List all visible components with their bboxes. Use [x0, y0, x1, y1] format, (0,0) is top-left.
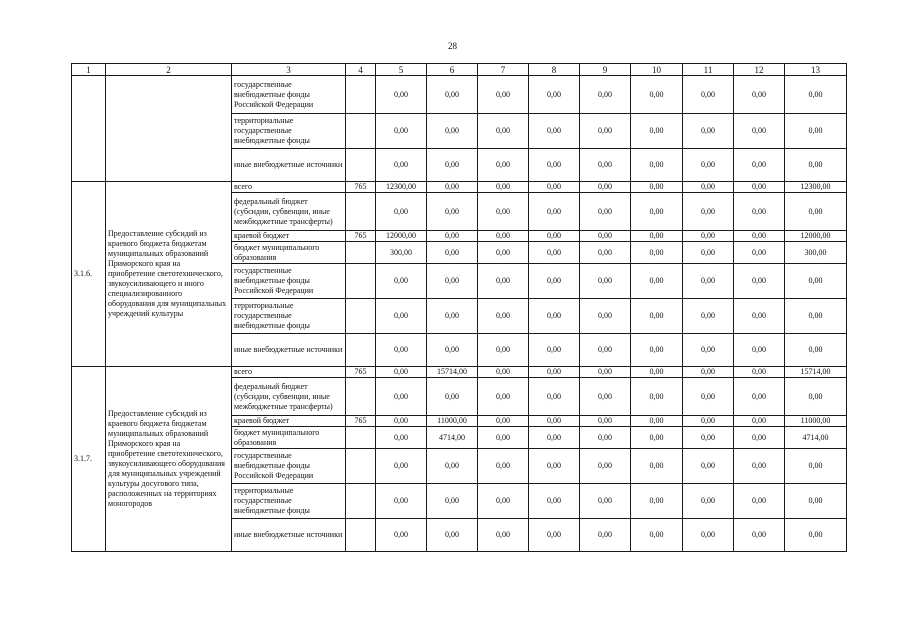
amount-cell: 0,00: [427, 76, 478, 114]
amount-cell: 15714,00: [427, 367, 478, 378]
amount-cell: 0,00: [785, 299, 847, 334]
amount-cell: 0,00: [529, 149, 580, 182]
amount-cell: 0,00: [478, 484, 529, 519]
amount-cell: 300,00: [376, 242, 427, 264]
amount-cell: 12000,00: [785, 231, 847, 242]
funding-source: федеральный бюджет (субсидии, субвенции, иные межбюджетные трансферты): [232, 378, 346, 416]
amount-cell: 0,00: [683, 416, 734, 427]
department-code: 765: [346, 231, 376, 242]
amount-cell: 0,00: [376, 76, 427, 114]
department-code: [346, 264, 376, 299]
amount-cell: 0,00: [478, 378, 529, 416]
column-header-11: 11: [683, 64, 734, 76]
amount-cell: 0,00: [580, 416, 631, 427]
amount-cell: 0,00: [580, 182, 631, 193]
funding-source: федеральный бюджет (субсидии, субвенции, иные межбюджетные трансферты): [232, 193, 346, 231]
amount-cell: 0,00: [529, 299, 580, 334]
amount-cell: 0,00: [529, 114, 580, 149]
amount-cell: 0,00: [631, 231, 683, 242]
amount-cell: 0,00: [580, 231, 631, 242]
amount-cell: 0,00: [631, 484, 683, 519]
amount-cell: 0,00: [529, 449, 580, 484]
department-code: [346, 114, 376, 149]
amount-cell: 0,00: [734, 378, 785, 416]
amount-cell: 0,00: [529, 519, 580, 552]
amount-cell: 0,00: [631, 182, 683, 193]
amount-cell: 0,00: [478, 264, 529, 299]
amount-cell: 0,00: [580, 334, 631, 367]
amount-cell: 0,00: [478, 449, 529, 484]
amount-cell: 0,00: [427, 242, 478, 264]
column-header-5: 5: [376, 64, 427, 76]
amount-cell: 0,00: [376, 519, 427, 552]
amount-cell: 0,00: [376, 264, 427, 299]
department-code: 765: [346, 367, 376, 378]
amount-cell: 12300,00: [376, 182, 427, 193]
department-code: [346, 334, 376, 367]
amount-cell: 0,00: [683, 114, 734, 149]
amount-cell: 0,00: [580, 193, 631, 231]
amount-cell: 0,00: [427, 149, 478, 182]
amount-cell: 0,00: [376, 378, 427, 416]
amount-cell: 0,00: [785, 114, 847, 149]
amount-cell: 0,00: [785, 264, 847, 299]
table-row: [72, 367, 847, 378]
column-header-3: 3: [232, 64, 346, 76]
amount-cell: 0,00: [785, 76, 847, 114]
amount-cell: 0,00: [631, 114, 683, 149]
item-code: [72, 76, 106, 182]
amount-cell: 0,00: [734, 449, 785, 484]
funding-source: бюджет муниципального образования: [232, 242, 346, 264]
amount-cell: 0,00: [529, 378, 580, 416]
amount-cell: 0,00: [734, 264, 785, 299]
amount-cell: 0,00: [683, 484, 734, 519]
amount-cell: 0,00: [529, 367, 580, 378]
page-number: 28: [448, 41, 457, 51]
column-header-13: 13: [785, 64, 847, 76]
amount-cell: 11000,00: [785, 416, 847, 427]
department-code: [346, 193, 376, 231]
amount-cell: 0,00: [580, 299, 631, 334]
amount-cell: 0,00: [631, 299, 683, 334]
funding-source: территориальные государственные внебюджетные фонды: [232, 114, 346, 149]
amount-cell: 0,00: [631, 264, 683, 299]
amount-cell: 0,00: [478, 519, 529, 552]
column-header-4: 4: [346, 64, 376, 76]
amount-cell: 0,00: [427, 299, 478, 334]
amount-cell: 0,00: [478, 242, 529, 264]
amount-cell: 0,00: [580, 378, 631, 416]
amount-cell: 12000,00: [376, 231, 427, 242]
budget-table: [71, 63, 847, 552]
department-code: [346, 76, 376, 114]
column-header-8: 8: [529, 64, 580, 76]
amount-cell: 0,00: [683, 449, 734, 484]
amount-cell: 0,00: [734, 416, 785, 427]
amount-cell: 0,00: [734, 193, 785, 231]
amount-cell: 0,00: [478, 182, 529, 193]
funding-source: бюджет муниципального образования: [232, 427, 346, 449]
amount-cell: 0,00: [580, 76, 631, 114]
amount-cell: 0,00: [683, 378, 734, 416]
funding-source: государственные внебюджетные фонды Российской Федерации: [232, 264, 346, 299]
amount-cell: 0,00: [478, 416, 529, 427]
funding-source: государственные внебюджетные фонды Российской Федерации: [232, 449, 346, 484]
amount-cell: 0,00: [734, 149, 785, 182]
amount-cell: 0,00: [580, 114, 631, 149]
item-name: Предоставление субсидий из краевого бюджета бюджетам муниципальных образований Приморского края на приобретение светотехнического, звукоусиливающего оборудования для муниципальных учреждений культуры досугового типа, расположенных на территориях моногородов: [106, 367, 232, 552]
amount-cell: 0,00: [683, 299, 734, 334]
item-code: 3.1.6.: [72, 182, 106, 367]
amount-cell: 0,00: [529, 416, 580, 427]
funding-source: иные внебюджетные источники: [232, 149, 346, 182]
amount-cell: 0,00: [427, 182, 478, 193]
amount-cell: 0,00: [478, 231, 529, 242]
amount-cell: 0,00: [478, 76, 529, 114]
amount-cell: 0,00: [376, 149, 427, 182]
department-code: [346, 299, 376, 334]
amount-cell: 4714,00: [427, 427, 478, 449]
amount-cell: 0,00: [580, 242, 631, 264]
amount-cell: 0,00: [580, 427, 631, 449]
department-code: 765: [346, 416, 376, 427]
amount-cell: 4714,00: [785, 427, 847, 449]
amount-cell: 0,00: [376, 193, 427, 231]
funding-source: иные внебюджетные источники: [232, 334, 346, 367]
amount-cell: 0,00: [734, 76, 785, 114]
amount-cell: 0,00: [580, 149, 631, 182]
amount-cell: 0,00: [478, 114, 529, 149]
amount-cell: 0,00: [734, 334, 785, 367]
amount-cell: 11000,00: [427, 416, 478, 427]
amount-cell: 0,00: [631, 242, 683, 264]
amount-cell: 0,00: [376, 427, 427, 449]
amount-cell: 0,00: [427, 519, 478, 552]
amount-cell: 0,00: [631, 193, 683, 231]
funding-source: всего: [232, 367, 346, 378]
funding-source: территориальные государственные внебюджетные фонды: [232, 299, 346, 334]
item-name: [106, 76, 232, 182]
amount-cell: 0,00: [427, 231, 478, 242]
table-row: [72, 182, 847, 193]
amount-cell: 0,00: [427, 449, 478, 484]
department-code: [346, 427, 376, 449]
funding-source: краевой бюджет: [232, 416, 346, 427]
amount-cell: 0,00: [529, 484, 580, 519]
amount-cell: 0,00: [683, 242, 734, 264]
column-header-9: 9: [580, 64, 631, 76]
amount-cell: 0,00: [478, 299, 529, 334]
amount-cell: 0,00: [631, 334, 683, 367]
amount-cell: 15714,00: [785, 367, 847, 378]
amount-cell: 0,00: [580, 449, 631, 484]
column-header-2: 2: [106, 64, 232, 76]
amount-cell: 0,00: [529, 427, 580, 449]
amount-cell: 0,00: [631, 149, 683, 182]
amount-cell: 0,00: [734, 231, 785, 242]
column-header-1: 1: [72, 64, 106, 76]
department-code: [346, 378, 376, 416]
amount-cell: 0,00: [785, 193, 847, 231]
funding-source: всего: [232, 182, 346, 193]
amount-cell: 0,00: [683, 367, 734, 378]
funding-source: территориальные государственные внебюджетные фонды: [232, 484, 346, 519]
column-number-row: [72, 64, 847, 76]
amount-cell: 0,00: [529, 193, 580, 231]
amount-cell: 0,00: [683, 149, 734, 182]
funding-source: государственные внебюджетные фонды Российской Федерации: [232, 76, 346, 114]
amount-cell: 0,00: [785, 334, 847, 367]
amount-cell: 0,00: [427, 378, 478, 416]
amount-cell: 0,00: [376, 114, 427, 149]
column-header-7: 7: [478, 64, 529, 76]
amount-cell: 0,00: [631, 416, 683, 427]
amount-cell: 0,00: [427, 484, 478, 519]
amount-cell: 0,00: [478, 334, 529, 367]
amount-cell: 0,00: [734, 299, 785, 334]
amount-cell: 0,00: [478, 367, 529, 378]
amount-cell: 0,00: [631, 449, 683, 484]
amount-cell: 0,00: [580, 484, 631, 519]
department-code: [346, 519, 376, 552]
amount-cell: 0,00: [376, 367, 427, 378]
amount-cell: 0,00: [683, 193, 734, 231]
amount-cell: 0,00: [683, 519, 734, 552]
amount-cell: 0,00: [376, 334, 427, 367]
item-code: 3.1.7.: [72, 367, 106, 552]
amount-cell: 0,00: [376, 416, 427, 427]
amount-cell: 0,00: [683, 231, 734, 242]
amount-cell: 0,00: [785, 519, 847, 552]
amount-cell: 0,00: [785, 378, 847, 416]
amount-cell: 0,00: [427, 264, 478, 299]
amount-cell: 0,00: [785, 484, 847, 519]
amount-cell: 0,00: [734, 367, 785, 378]
amount-cell: 0,00: [580, 519, 631, 552]
amount-cell: 300,00: [785, 242, 847, 264]
amount-cell: 0,00: [734, 242, 785, 264]
column-header-6: 6: [427, 64, 478, 76]
amount-cell: 0,00: [734, 519, 785, 552]
amount-cell: 0,00: [631, 427, 683, 449]
amount-cell: 0,00: [376, 449, 427, 484]
amount-cell: 0,00: [683, 76, 734, 114]
amount-cell: 0,00: [734, 114, 785, 149]
column-header-12: 12: [734, 64, 785, 76]
department-code: [346, 149, 376, 182]
amount-cell: 0,00: [529, 242, 580, 264]
amount-cell: 0,00: [427, 193, 478, 231]
amount-cell: 0,00: [734, 182, 785, 193]
column-header-10: 10: [631, 64, 683, 76]
table-row: [72, 76, 847, 114]
amount-cell: 0,00: [785, 449, 847, 484]
amount-cell: 0,00: [683, 264, 734, 299]
amount-cell: 0,00: [529, 76, 580, 114]
amount-cell: 0,00: [631, 76, 683, 114]
amount-cell: 0,00: [427, 114, 478, 149]
amount-cell: 0,00: [785, 149, 847, 182]
amount-cell: 0,00: [631, 367, 683, 378]
department-code: 765: [346, 182, 376, 193]
amount-cell: 0,00: [580, 264, 631, 299]
amount-cell: 0,00: [683, 334, 734, 367]
amount-cell: 0,00: [478, 149, 529, 182]
amount-cell: 0,00: [376, 299, 427, 334]
amount-cell: 0,00: [734, 427, 785, 449]
department-code: [346, 449, 376, 484]
amount-cell: 0,00: [631, 378, 683, 416]
funding-source: иные внебюджетные источники: [232, 519, 346, 552]
amount-cell: 0,00: [683, 182, 734, 193]
department-code: [346, 242, 376, 264]
amount-cell: 0,00: [529, 264, 580, 299]
amount-cell: 0,00: [529, 334, 580, 367]
amount-cell: 0,00: [376, 484, 427, 519]
funding-source: краевой бюджет: [232, 231, 346, 242]
amount-cell: 0,00: [734, 484, 785, 519]
item-name: Предоставление субсидий из краевого бюджета бюджетам муниципальных образований Приморского края на приобретение светотехнического, звукоусиливающего и иного специализированного оборудования для муниципальных учреждений культуры: [106, 182, 232, 367]
amount-cell: 0,00: [631, 519, 683, 552]
amount-cell: 0,00: [580, 367, 631, 378]
amount-cell: 0,00: [478, 193, 529, 231]
amount-cell: 0,00: [683, 427, 734, 449]
amount-cell: 12300,00: [785, 182, 847, 193]
department-code: [346, 484, 376, 519]
amount-cell: 0,00: [529, 182, 580, 193]
amount-cell: 0,00: [427, 334, 478, 367]
amount-cell: 0,00: [529, 231, 580, 242]
amount-cell: 0,00: [478, 427, 529, 449]
